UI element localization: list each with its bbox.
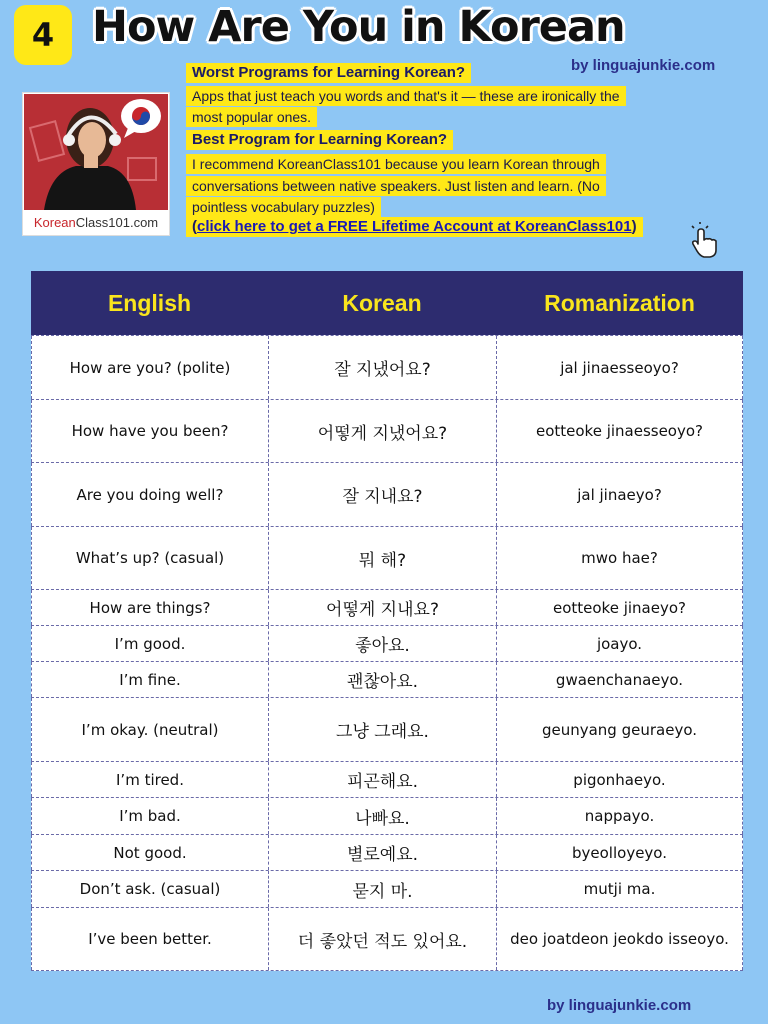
byline-bottom[interactable]: by linguajunkie.com (547, 997, 692, 1014)
page-title: How Are You in Korean (92, 2, 625, 52)
table-row (31, 625, 743, 661)
girl-with-headphones-illustration (24, 94, 168, 210)
best-program-heading: Best Program for Learning Korean? (186, 130, 453, 150)
cta-open-paren: ( (192, 218, 197, 235)
koreanclass101-logo (23, 211, 169, 235)
korean-cell: 좋아요. (268, 626, 496, 661)
korean-cell: 어떻게 지냈어요? (268, 400, 496, 462)
romanization-cell: gwaenchanaeyo. (496, 662, 743, 697)
table-row (31, 399, 743, 462)
korean-cell: 별로예요. (268, 835, 496, 870)
romanization-cell: eotteoke jinaesseoyo? (496, 400, 743, 462)
romanization-cell: eotteoke jinaeyo? (496, 590, 743, 625)
korean-cell: 더 좋았던 적도 있어요. (268, 908, 496, 970)
korean-cell: 괜찮아요. (268, 662, 496, 697)
romanization-cell: nappayo. (496, 798, 743, 834)
cta-line (186, 217, 643, 237)
promo-photo (24, 94, 168, 210)
table-row (31, 870, 743, 907)
table-row (31, 697, 743, 761)
worst-programs-text-line2: most popular ones. (186, 107, 317, 127)
column-header-romanization: Romanization (544, 289, 695, 316)
table-row (31, 335, 743, 399)
table-row (31, 661, 743, 697)
english-cell: I’m bad. (31, 798, 268, 834)
phrases-table (31, 271, 743, 973)
worst-programs-text-line1: Apps that just teach you words and that's it — these are ironically the (186, 86, 626, 106)
romanization-cell: jal jinaesseoyo? (496, 336, 743, 399)
pointing-hand-icon (686, 220, 726, 260)
romanization-cell: jal jinaeyo? (496, 463, 743, 526)
english-cell: Not good. (31, 835, 268, 870)
romanization-cell: mutji ma. (496, 871, 743, 907)
english-cell: How are things? (31, 590, 268, 625)
cta-close-paren: ) (631, 218, 637, 235)
korean-cell: 어떻게 지내요? (268, 590, 496, 625)
table-header-row (31, 271, 743, 335)
romanization-cell: joayo. (496, 626, 743, 661)
worst-programs-heading: Worst Programs for Learning Korean? (186, 63, 471, 83)
table-row (31, 589, 743, 625)
english-cell: I’m tired. (31, 762, 268, 797)
free-lifetime-account-link[interactable]: click here to get a FREE Lifetime Account at KoreanClass101 (197, 218, 632, 235)
logo-suffix: Class101.com (75, 215, 159, 230)
english-cell: I’m good. (31, 626, 268, 661)
column-header-korean: Korean (342, 289, 422, 316)
column-header-english: English (107, 289, 192, 316)
step-number-badge: 4 (14, 5, 72, 65)
table-body (31, 335, 743, 971)
table-row (31, 834, 743, 870)
english-cell: How are you? (polite) (31, 336, 268, 399)
korean-cell: 묻지 마. (268, 871, 496, 907)
table-row (31, 526, 743, 589)
table-row (31, 761, 743, 797)
logo-prefix: Korean (33, 215, 76, 230)
korean-cell: 나빠요. (268, 798, 496, 834)
korean-cell: 뭐 해? (268, 527, 496, 589)
korean-cell: 그냥 그래요. (268, 698, 496, 761)
romanization-cell: geunyang geuraeyo. (496, 698, 743, 761)
english-cell: I’ve been better. (31, 908, 268, 970)
korean-cell: 잘 지내요? (268, 463, 496, 526)
english-cell: How have you been? (31, 400, 268, 462)
romanization-cell: mwo hae? (496, 527, 743, 589)
english-cell: Don’t ask. (casual) (31, 871, 268, 907)
english-cell: I’m fine. (31, 662, 268, 697)
koreanclass101-promo-image[interactable] (22, 92, 170, 236)
best-program-text-line1: I recommend KoreanClass101 because you learn Korean through (186, 154, 606, 174)
korean-cell: 피곤해요. (268, 762, 496, 797)
table-row (31, 797, 743, 834)
romanization-cell: byeolloyeyo. (496, 835, 743, 870)
table-row (31, 907, 743, 971)
korean-cell: 잘 지냈어요? (268, 336, 496, 399)
best-program-text-line2: conversations between native speakers. Just listen and learn. (No (186, 176, 606, 196)
english-cell: What’s up? (casual) (31, 527, 268, 589)
best-program-text-line3: pointless vocabulary puzzles) (186, 197, 381, 217)
byline-top[interactable]: by linguajunkie.com (571, 57, 716, 74)
english-cell: I’m okay. (neutral) (31, 698, 268, 761)
english-cell: Are you doing well? (31, 463, 268, 526)
table-row (31, 462, 743, 526)
romanization-cell: pigonhaeyo. (496, 762, 743, 797)
romanization-cell: deo joatdeon jeokdo isseoyo. (496, 908, 743, 970)
